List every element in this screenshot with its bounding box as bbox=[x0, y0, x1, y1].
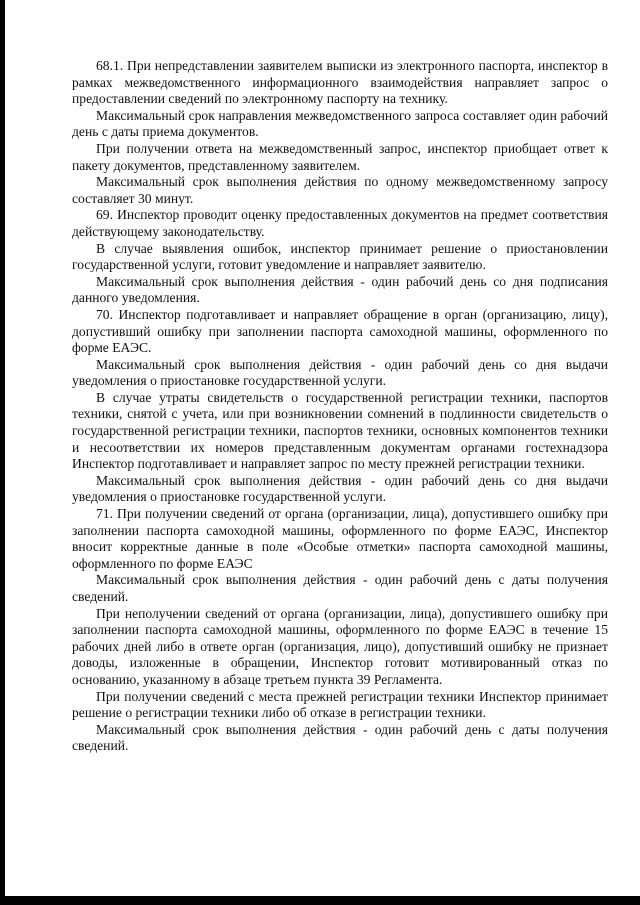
paragraph: Максимальный срок выполнения действия - один рабочий день с даты получения сведений. bbox=[72, 572, 608, 604]
paragraph: Максимальный срок выполнения действия по одному межведомственному запросу составляет 30 минут. bbox=[72, 174, 608, 206]
paragraph: При получении сведений с места прежней регистрации техники Инспектор принимает решение о регистрации техники либо об отказе в регистрации техники. bbox=[72, 688, 608, 721]
paragraph-71: 71. При получении сведений от органа (организации, лица), допустившего ошибку при заполнении паспорта самоходной машины, оформленного по форме ЕАЭС, Инспектор вносит корректные данные в поле «Особые отметки» паспорта самоходной машины, оформленного по форме ЕАЭС bbox=[72, 506, 608, 571]
paragraph: Максимальный срок выполнения действия - один рабочий день с даты получения сведений. bbox=[72, 721, 608, 754]
scan-bottom-edge bbox=[0, 896, 640, 905]
paragraph: При получении ответа на межведомственный запрос, инспектор приобщает ответ к пакету документов, представленному заявителем. bbox=[72, 140, 608, 173]
document-body bbox=[72, 58, 608, 755]
paragraph-69: 69. Инспектор проводит оценку предоставленных документов на предмет соответствия действующему законодательству. bbox=[72, 207, 608, 239]
paragraph: При неполучении сведений от органа (организации, лица), допустившего ошибку при заполнении паспорта самоходной машины, оформленного по форме ЕАЭС в течение 15 рабочих дней либо в ответе орган (организация, лицо), допустивший ошибку не признает доводы, изложенные в обращении, Инспектор готовит мотивированный отказ по основанию, указанному в абзаце третьем пункта 39 Регламента. bbox=[72, 605, 608, 687]
scan-left-edge bbox=[0, 0, 5, 905]
paragraph: В случае выявления ошибок, инспектор принимает решение о приостановлении государственной услуги, готовит уведомление и направляет заявителю. bbox=[72, 240, 608, 273]
paragraph: Максимальный срок направления межведомственного запроса составляет один рабочий день с даты приема документов. bbox=[72, 107, 608, 140]
paragraph: Максимальный срок выполнения действия - один рабочий день со дня подписания данного уведомления. bbox=[72, 273, 608, 306]
paragraph-70: 70. Инспектор подготавливает и направляет обращение в орган (организацию, лицу), допустивший ошибку при заполнении паспорта самоходной машины, оформленного по форме ЕАЭС. bbox=[72, 306, 608, 356]
paragraph: Максимальный срок выполнения действия - один рабочий день со дня выдачи уведомления о приостановке государственной услуги. bbox=[72, 472, 608, 505]
paragraph-68-1: 68.1. При непредставлении заявителем выписки из электронного паспорта, инспектор в рамках межведомственного информационного взаимодействия направляет запрос о предоставлении сведений по электронному паспорту на технику. bbox=[72, 58, 608, 107]
paragraph: В случае утраты свидетельств о государственной регистрации техники, паспортов техники, снятой с учета, или при возникновении сомнений в подлинности свидетельств о государственной регистрации техники, паспортов техники, основных компонентов техники и несоответствии их номеров представленным документам органами гостехнадзора Инспектор подготавливает и направляет запрос по месту прежней регистрации техники. bbox=[72, 389, 608, 472]
paragraph: Максимальный срок выполнения действия - один рабочий день со дня выдачи уведомления о приостановке государственной услуги. bbox=[72, 356, 608, 389]
